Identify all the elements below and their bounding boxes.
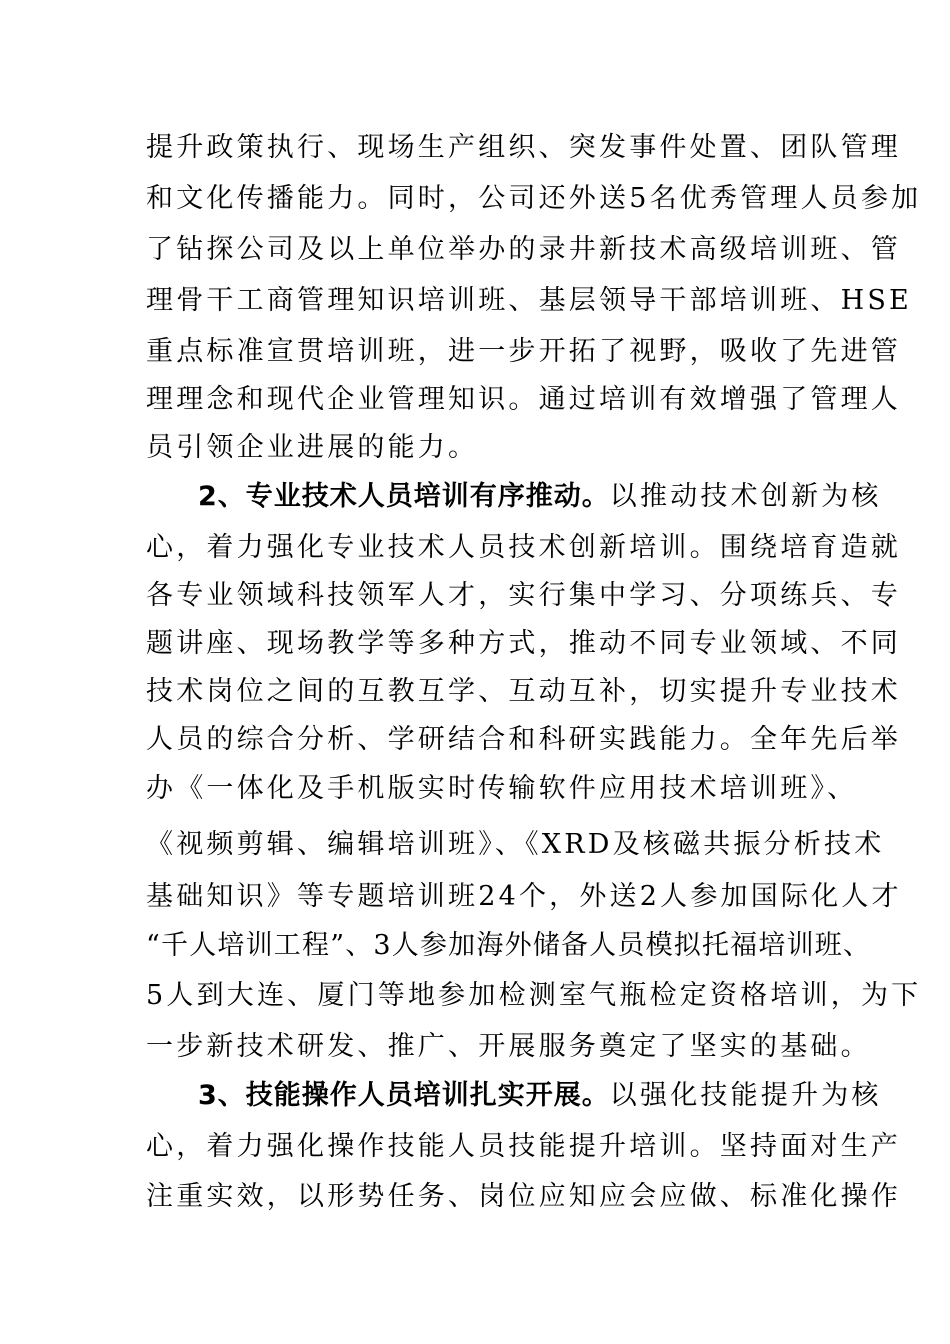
text-line: 了钻探公司及以上单位举办的录井新技术高级培训班、管 [146,234,901,265]
section-heading: 3、技能操作人员培训扎实开展。 [198,1080,610,1111]
text-line: 题讲座、现场教学等多种方式，推动不同专业领域、不同 [146,628,901,659]
text-line: 技术岗位之间的互教互学、互动互补，切实提升专业技术 [146,676,901,707]
paragraph-first-line [198,480,882,514]
text-span: 以推动技术创新为核 [609,481,882,512]
text-line: 心，着力强化专业技术人员技术创新培训。围绕培育造就 [146,532,901,563]
text-line: 员引领企业进展的能力。 [146,432,479,463]
text-line: 5人到大连、厦门等地参加检测室气瓶检定资格培训，为下 [146,980,922,1011]
text-line: 心，着力强化操作技能人员技能提升培训。坚持面对生产 [146,1131,901,1162]
text-line: 一步新技术研发、推广、开展服务奠定了坚实的基础。 [146,1031,871,1062]
text-line: 注重实效，以形势任务、岗位应知应会应做、标准化操作 [146,1181,901,1212]
section-heading: 2、专业技术人员培训有序推动。 [198,481,610,512]
text-line: 基础知识》等专题培训班24个，外送2人参加国际化人才 [146,881,902,912]
text-line: 《视频剪辑、编辑培训班》、《XRD及核磁共振分析技术 [146,829,885,860]
text-line: 理理念和现代企业管理知识。通过培训有效增强了管理人 [146,384,901,415]
text-line: 人员的综合分析、学研结合和科研实践能力。全年先后举 [146,724,901,755]
text-line: 各专业领域科技领军人才，实行集中学习、分项练兵、专 [146,580,901,611]
text-line: 重点标准宣贯培训班，进一步开拓了视野，吸收了先进管 [146,336,901,367]
text-line: 办《一体化及手机版实时传输软件应用技术培训班》、 [146,773,858,804]
text-span: 以强化技能提升为核 [609,1080,882,1111]
paragraph-first-line [198,1079,882,1113]
text-line: 和文化传播能力。同时，公司还外送5名优秀管理人员参加 [146,183,922,214]
text-line: 提升政策执行、现场生产组织、突发事件处置、团队管理 [146,132,901,163]
text-line: 理骨干工商管理知识培训班、基层领导干部培训班、HSE [146,285,912,316]
text-line: “千人培训工程”、3人参加海外储备人员模拟托福培训班、 [146,930,872,961]
